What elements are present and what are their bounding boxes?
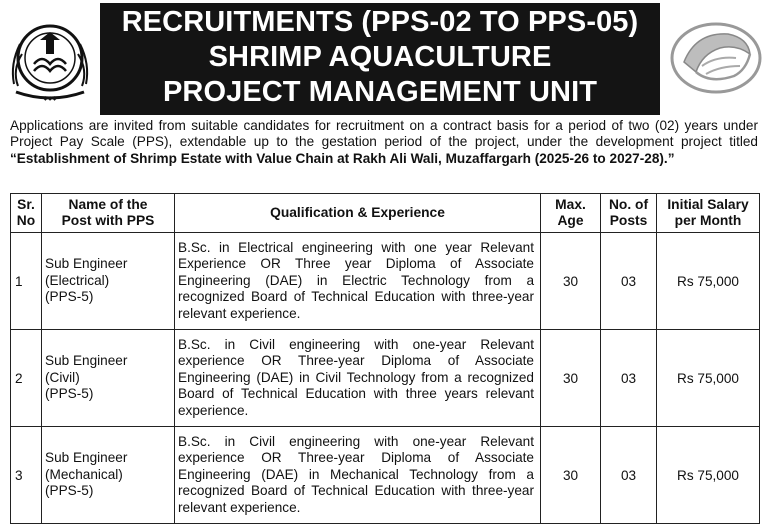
row-qualification: B.Sc. in Electrical engineering with one year Relevant Experience OR Three year Diploma of Associate Engineering (DAE) in Electric Technology from a recognized Board of Technical Education with three-year relevant experience.: [175, 233, 541, 330]
row-sr: 2: [11, 330, 42, 427]
table-row: [11, 233, 760, 330]
row-no-of-posts: 03: [601, 427, 657, 524]
header-initial-salary: Initial Salary per Month: [657, 194, 760, 233]
recruitment-table: [10, 193, 760, 524]
row-salary: Rs 75,000: [657, 233, 760, 330]
header-banner: [100, 3, 660, 115]
shrimp-logo-icon: [666, 14, 764, 100]
row-max-age: 30: [541, 427, 601, 524]
row-sr: 3: [11, 427, 42, 524]
row-no-of-posts: 03: [601, 233, 657, 330]
punjab-govt-emblem-icon: [6, 14, 94, 102]
row-post-name: Sub Engineer (Civil) (PPS-5): [42, 330, 175, 427]
table-row: [11, 427, 760, 524]
intro-paragraph: [10, 118, 758, 167]
title-line-3: PROJECT MANAGEMENT UNIT: [162, 76, 598, 108]
title-line-1: RECRUITMENTS (PPS-02 TO PPS-05): [121, 6, 639, 38]
table-row: [11, 330, 760, 427]
header-sr: Sr. No: [11, 194, 42, 233]
project-title: “Establishment of Shrimp Estate with Value Chain at Rakh Ali Wali, Muzaffargarh (2025-26 to 2027-28).”: [10, 150, 675, 166]
intro-text: Applications are invited from suitable candidates for recruitment on a contract basis for a period of two (02) years under Project Pay Scale (PPS), extendable up to the gestation period of the project, under the development project titled: [10, 118, 758, 150]
row-qualification: B.Sc. in Civil engineering with one-year Relevant experience OR Three-year Diploma of Associate Engineering (DAE) in Civil Technology from a recognized Board of Technical Education with three years relevant experience.: [175, 330, 541, 427]
row-qualification: B.Sc. in Civil engineering with one-year Relevant experience OR Three-year Diploma of Associate Engineering (DAE) in Mechanical Technology from a recognized Board of Technical Education with three-year relevant experience.: [175, 427, 541, 524]
header-qualification: Qualification & Experience: [175, 194, 541, 233]
row-salary: Rs 75,000: [657, 330, 760, 427]
svg-text:◆◆◆: ◆◆◆: [43, 95, 57, 102]
header-max-age: Max. Age: [541, 194, 601, 233]
title-line-2: SHRIMP AQUACULTURE: [208, 41, 552, 73]
row-salary: Rs 75,000: [657, 427, 760, 524]
row-max-age: 30: [541, 330, 601, 427]
row-post-name: Sub Engineer (Electrical) (PPS-5): [42, 233, 175, 330]
header-no-of-posts: No. of Posts: [601, 194, 657, 233]
row-post-name: Sub Engineer (Mechanical) (PPS-5): [42, 427, 175, 524]
row-sr: 1: [11, 233, 42, 330]
header-post-name: Name of the Post with PPS: [42, 194, 175, 233]
row-no-of-posts: 03: [601, 330, 657, 427]
table-header-row: [11, 194, 760, 233]
row-max-age: 30: [541, 233, 601, 330]
